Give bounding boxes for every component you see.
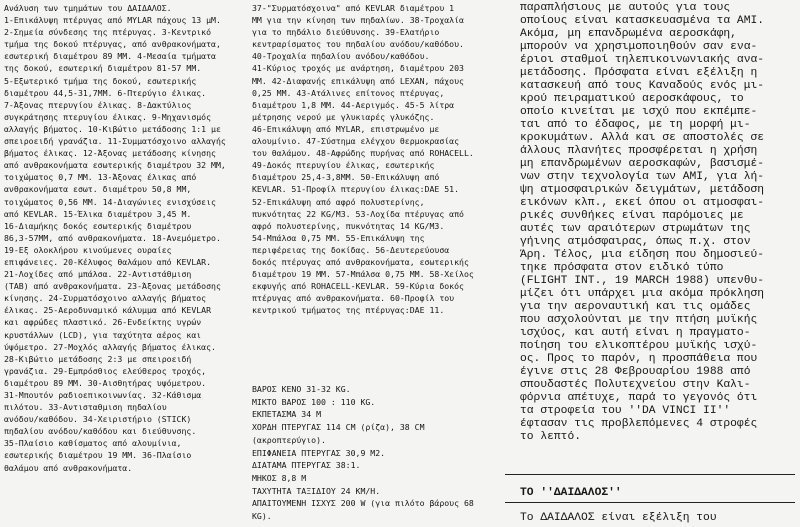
parts-list-line: ανθρακονήματα εσωτ. διαμέτρου 50,8 ΜΜ,	[4, 184, 192, 195]
parts-list-line: 86,3-57ΜΜ, από ανθρακονήματα. 18-Ανεμόμετρο.	[4, 232, 221, 243]
parts-list-line: 54-Μπάλσα 0,75 ΜΜ. 55-Επικάλυψη της	[252, 232, 425, 243]
parts-list-line: του θαλάμου. 48-Αφρώδης πυρήνας από ROHACELL.	[252, 148, 474, 159]
parts-list-line: ΜΜ για την κίνηση των πηδαλίων. 38-Τροχαλία	[252, 15, 464, 26]
parts-list-line: 19-Εξ ολοκλήρου κινούμενες ουραίες	[4, 244, 172, 255]
article-line: μίζει ότι υπάρχει μια ακόμα πρόκληση	[520, 288, 765, 300]
parts-list-line: πηδαλίου ανόδου/καθόδου και διεύθυνσης.	[4, 426, 197, 437]
parts-list-line: ΜΜ. 42-Διαφανής επικάλυψη από LEXAN, πάχους	[252, 75, 464, 86]
spec-line: ΤΑΧΥΤΗΤΑ ΤΑΞΙΔΙΟΥ 24 KM/H.	[252, 485, 381, 496]
parts-list-line: 28-Κιβώτιο μετάδοσης 2:3 με σπειροειδή	[4, 353, 192, 364]
parts-list-line: 41-Κύριος τροχός με ανάρτηση, διαμέτρου 203	[252, 63, 464, 74]
parts-list-line: 1-Επικάλυψη πτέρυγας από MYLAR πάχους 13 μΜ.	[4, 15, 221, 26]
parts-list-line: τοιχώματος 0,56 ΜΜ. 14-Διαγώνιες ενισχύσεις	[4, 196, 216, 207]
parts-list-line: από KEVLAR. 15-Έλικα διαμέτρου 3,45 Μ.	[4, 208, 192, 219]
article-line: τα στροφεία του ''DA VINCI II''	[520, 405, 731, 417]
spec-line: ΜΗΚΟΣ 8,8 Μ	[252, 472, 307, 483]
article-line: μετάδοσης. Πρόσφατα είναι εξέλιξη η	[520, 67, 758, 79]
parts-list-line: 49-Δοκός πτερυγίου έλικας, εσωτερικής	[252, 160, 435, 171]
article-line: (FLIGHT INT., 19 MARCH 1988) υπενθυ-	[520, 275, 765, 287]
parts-list-line: 35-Πλαίσιο καθίσματος από αλουμίνια,	[4, 438, 182, 449]
spec-line: ΑΠΑΙΤΟΥΜΕΝΗ ΙΣΧΥΣ 200 W (για πιλότο βάρους 68	[252, 498, 474, 509]
parts-list-line: κεντραρίσματος του πηδαλίου ανόδου/καθόδου.	[252, 39, 464, 50]
parts-list-line: και αφρώδες πλαστικό. 26-Ενδείκτης υγρών	[4, 317, 202, 328]
parts-list-line: 2-Σημεία σύνδεσης της πτέρυγας. 3-Κεντρικό	[4, 27, 212, 38]
parts-list-line: διαμέτρου 89 ΜΜ. 30-Αισθητήρας υψόμετρου.	[4, 377, 207, 388]
article-line: για την αεροναυτική και τις ομάδες	[520, 301, 751, 313]
article-line: οποίους είναι κατασκευασμένα τα AMI.	[520, 15, 765, 27]
parts-list-line: αλλαγής βήματος. 10-Κιβώτιο μετάδοσης 1:1 με	[4, 123, 221, 134]
section-divider	[505, 474, 795, 475]
parts-list-line: σπειροειδή γρανάζια. 11-Συμματόσχοινο αλλαγής	[4, 136, 226, 147]
article-line: κρού πειραματικού αεροσκάφους, το	[520, 93, 744, 105]
parts-list-line: διαμέτρου 44,5-31,7MM. 6-Πτερύγιο έλικας.	[4, 87, 207, 98]
spec-line: ΒΑΡΟΣ ΚΕΝΟ 31-32 KG.	[252, 384, 351, 394]
article-line: μη επανδρωμένων αεροσκαφών, βασισμέ-	[520, 158, 765, 170]
parts-list-line: για το πηδάλιο διεύθυνσης. 39-Ελατήριο	[252, 27, 440, 38]
parts-list-line: τμήμα της δοκού πτέρυγας, από ανθρακονήματα,	[4, 39, 221, 50]
parts-list-line: 40-Τροχαλία πηδαλίου ανόδου/καθόδου.	[252, 51, 430, 62]
parts-list-line: διαμέτρου 25,4-3,8ΜΜ. 50-Επικάλυψη από	[252, 172, 440, 183]
parts-list-line: διαμέτρου 19 ΜΜ. 57-Μπάλσα 0,75 ΜΜ. 58-Χείλος	[252, 269, 474, 280]
article-line: έριοι σταθμοί τηλεπικοινωνιακής ανα-	[520, 54, 765, 66]
parts-list-line: ανόδου/καθόδου. 34-Χειριστήριο (STICK)	[4, 414, 192, 425]
parts-list-line: περιφέρειας της δοκίδας. 56-Δευτερεύουσα	[252, 244, 450, 255]
parts-list-line: γρανάζια. 29-Εμπρόσθιος ελεύθερος τροχός,	[4, 365, 207, 376]
parts-list-line: αφρό πολυστερίνης, πυκνότητας 14 KG/M3.	[252, 220, 445, 231]
article-line: που ασχολούνται με την πτήση μυϊκής	[520, 314, 758, 326]
article-line: γήινης ατμόσφαιρας, όπως π.χ. στον	[520, 236, 751, 248]
parts-list-line: μέτρησης νερού με γλυκιαρές γλυκόζης.	[252, 111, 435, 122]
article-line: έφτασαν τις προβλεπόμενες 4 στροφές	[520, 418, 758, 430]
parts-list-line: κεντρικού τμήματος της πτέρυγας:DAE 11.	[252, 305, 445, 316]
parts-list-line: 21-Λοχίδες από μπάλσα. 22-Αντιστάθμιση	[4, 269, 192, 280]
article-line: ται από το έδαφος, με τη μορφή μι-	[520, 119, 751, 131]
article-line: αυτές των αραιότερων στρωμάτων της	[520, 223, 751, 235]
parts-list-line: αλουμίνιο. 47-Σύστημα ελέγχου θερμοκρασίας	[252, 136, 460, 147]
parts-list-column-1	[4, 2, 244, 474]
parts-list-line: κρυστάλλων (LCD), για ταχύτητα αέρος και	[4, 329, 202, 340]
article-line: Άρη. Τέλος, μια είδηση που δημοσιεύ-	[520, 249, 765, 261]
article-line: ισχύος, και αυτή είναι η πραγματο-	[520, 327, 751, 339]
parts-list-line: 16-Διαμήκης δοκός εσωτερικής διαμέτρου	[4, 220, 192, 231]
parts-list-line: εσωτερική διαμέτρου 89 MM. 4-Μεσαία τμήματα	[4, 51, 216, 62]
parts-list-line: εκφυγής από ROHACELL-KEVLAR. 59-Κύρια δοκός	[252, 281, 464, 292]
parts-list-line: από ανθρακονήματα εσωτερικής διαμέτρου 32 ΜΜ,	[4, 160, 226, 171]
article-line: εικόνων κλπ., εκεί όπου οι ατμοσφαι-	[520, 197, 765, 209]
parts-list-line: πυκνότητας 22 KG/M3. 53-Λοχίδα πτέρυγας από	[252, 208, 464, 219]
article-line: μπορούν να χρησιμοποιηθούν σαν ενα-	[520, 41, 758, 53]
spec-line: KG).	[252, 511, 272, 522]
spec-line: ΜΙΚΤΟ ΒΑΡΟΣ 100 : 110 KG.	[252, 396, 376, 407]
article-line: άλλους πλανήτες προσφέρεται η χρήση	[520, 145, 758, 157]
parts-list-line: δοκός πτέρυγας από ανθρακονήματα, εσωτερικής	[252, 256, 469, 267]
parts-list-line: βήματος έλικας. 12-Άξονας μετάδοσης κίνησης	[4, 148, 216, 159]
parts-list-line: επιφάνειες. 20-Κέλυφος θαλάμου από KEVLAR.	[4, 256, 212, 267]
parts-list-line: 0,25 ΜΜ. 43-Ατάλινες επίτονος πτέρυγας,	[252, 87, 445, 98]
spec-line: ΔΙΑΤΑΜΑ ΠΤΕΡΥΓΑΣ 38:1.	[252, 460, 361, 471]
article-line: έγινε στις 28 Φεβρουαρίου 1988 από	[520, 366, 751, 378]
parts-list-line: 7-Άξονας πτερυγίου έλικας. 8-Δακτύλιος	[4, 99, 192, 110]
parts-list-line: κίνησης. 24-Συρματόσχοινο αλλαγής βήματος	[4, 293, 207, 304]
parts-list-line: θαλάμου από ανθρακονήματα.	[4, 462, 133, 473]
parts-list-line: συγκράτησης πτερυγίου έλικας. 9-Μηχανισμός	[4, 111, 212, 122]
spec-line: ΧΟΡΔΗ ΠΤΕΡΥΓΑΣ 114 CM (ρίζα), 38 CM	[252, 422, 425, 433]
article-line: σπουδαστές Πολυτεχνείου στην Καλι-	[520, 379, 751, 391]
parts-list-line: 5-Εξωτερικό τμήμα της δοκού, εσωτερικής	[4, 75, 197, 86]
article-line: ρικές συνθήκες είναι παρόμοιες με	[520, 210, 744, 222]
parts-list-line: (TAB) από ανθρακονήματα. 23-Άξονας μετάδοσης	[4, 281, 221, 292]
article-line: ψη ατμοσφαιρικών δειγμάτων, μετάδοση	[520, 184, 765, 196]
spec-line: (ακροπτερύγιο).	[252, 434, 326, 445]
parts-list-line: Ανάλυση των τμημάτων του ΔΑΙΔΑΛΟΣ.	[4, 3, 172, 13]
parts-list-line: 31-Μπουτόν ραδιοεπικοινωνίας. 32-Κάθισμα	[4, 390, 202, 400]
article-continuation-line: Το ΔΑΙΔΑΛΟΣ είναι εξέλιξη του	[520, 512, 717, 524]
specifications-block	[252, 383, 502, 523]
parts-list-line: της δοκού, εσωτερική διαμέτρου 81-57 MM.	[4, 63, 202, 74]
parts-list-column-2	[252, 2, 502, 316]
article-text-column	[520, 2, 798, 444]
spec-line: ΕΠΙΦΑΝΕΙΑ ΠΤΕΡΥΓΑΣ 30,9 Μ2.	[252, 447, 386, 458]
article-line: οποίο κινείται με ισχύ που εκπέμπε-	[520, 106, 758, 118]
parts-list-line: διαμέτρου 1,8 ΜΜ. 44-Αεριγμός. 45-5 λίτρα	[252, 99, 455, 110]
article-line: κροκυμάτων. Αλλά και σε αποστολές σε	[520, 132, 765, 144]
parts-list-line: εσωτερικής διαμέτρου 19 ΜΜ. 36-Πλαίσιο	[4, 450, 192, 461]
article-line: κατασκευή από τους Καναδούς ενός μι-	[520, 80, 765, 92]
article-line: ποίηση του ελικοπτέρου μυϊκής ισχύ-	[520, 340, 758, 352]
section-title-underline	[505, 502, 795, 503]
article-line: ος. Προς το παρόν, η προσπάθεια που	[520, 353, 758, 365]
parts-list-line: ύψόμετρο. 27-Μοχλός αλλαγής βήματος έλικας.	[4, 341, 216, 352]
section-title: ΤΟ ''ΔΑΙΔΑΛΟΣ''	[520, 487, 622, 499]
parts-list-line: KEVLAR. 51-Προφίλ πτερυγίου έλικας:DAE 51.	[252, 184, 460, 195]
parts-list-line: 37-"Συρματόσχοινα" από KEVLAR διαμέτρου 1	[252, 3, 455, 13]
article-line: τηκε πρόσφατα στον ειδικό τύπο	[520, 262, 724, 274]
parts-list-line: 52-Επικάλυψη από αφρό πολυστερίνης,	[252, 196, 425, 207]
article-line: παραπλήσιους με αυτούς για τους	[520, 2, 731, 14]
parts-list-line: πτέρυγας από ανθρακονήματα. 60-Προφίλ του	[252, 293, 455, 304]
article-line: Ακόμα, μη επανδρωμένα αεροσκάφη,	[520, 28, 737, 40]
parts-list-line: τοιχώματος 0,7 ΜΜ. 13-Άξονας έλικας από	[4, 172, 197, 183]
spec-line: ΕΚΠΕΤΑΣΜΑ 34 Μ	[252, 409, 322, 420]
parts-list-line: έλικας. 25-Αεροδυναμικό κάλυμμα από KEVLAR	[4, 305, 212, 316]
parts-list-line: πιλότου. 33-Αντισταθμιση πηδαλίου	[4, 402, 167, 413]
article-line: φόρνια απέτυχε, παρά το γεγονός ότι	[520, 392, 758, 404]
parts-list-line: 46-Επικάλυψη από MYLAR, επιστρωμένο με	[252, 123, 440, 134]
article-line: νων στην τεχνολογία των AMI, για λή-	[520, 171, 765, 183]
article-line: το λεπτό.	[520, 431, 582, 443]
